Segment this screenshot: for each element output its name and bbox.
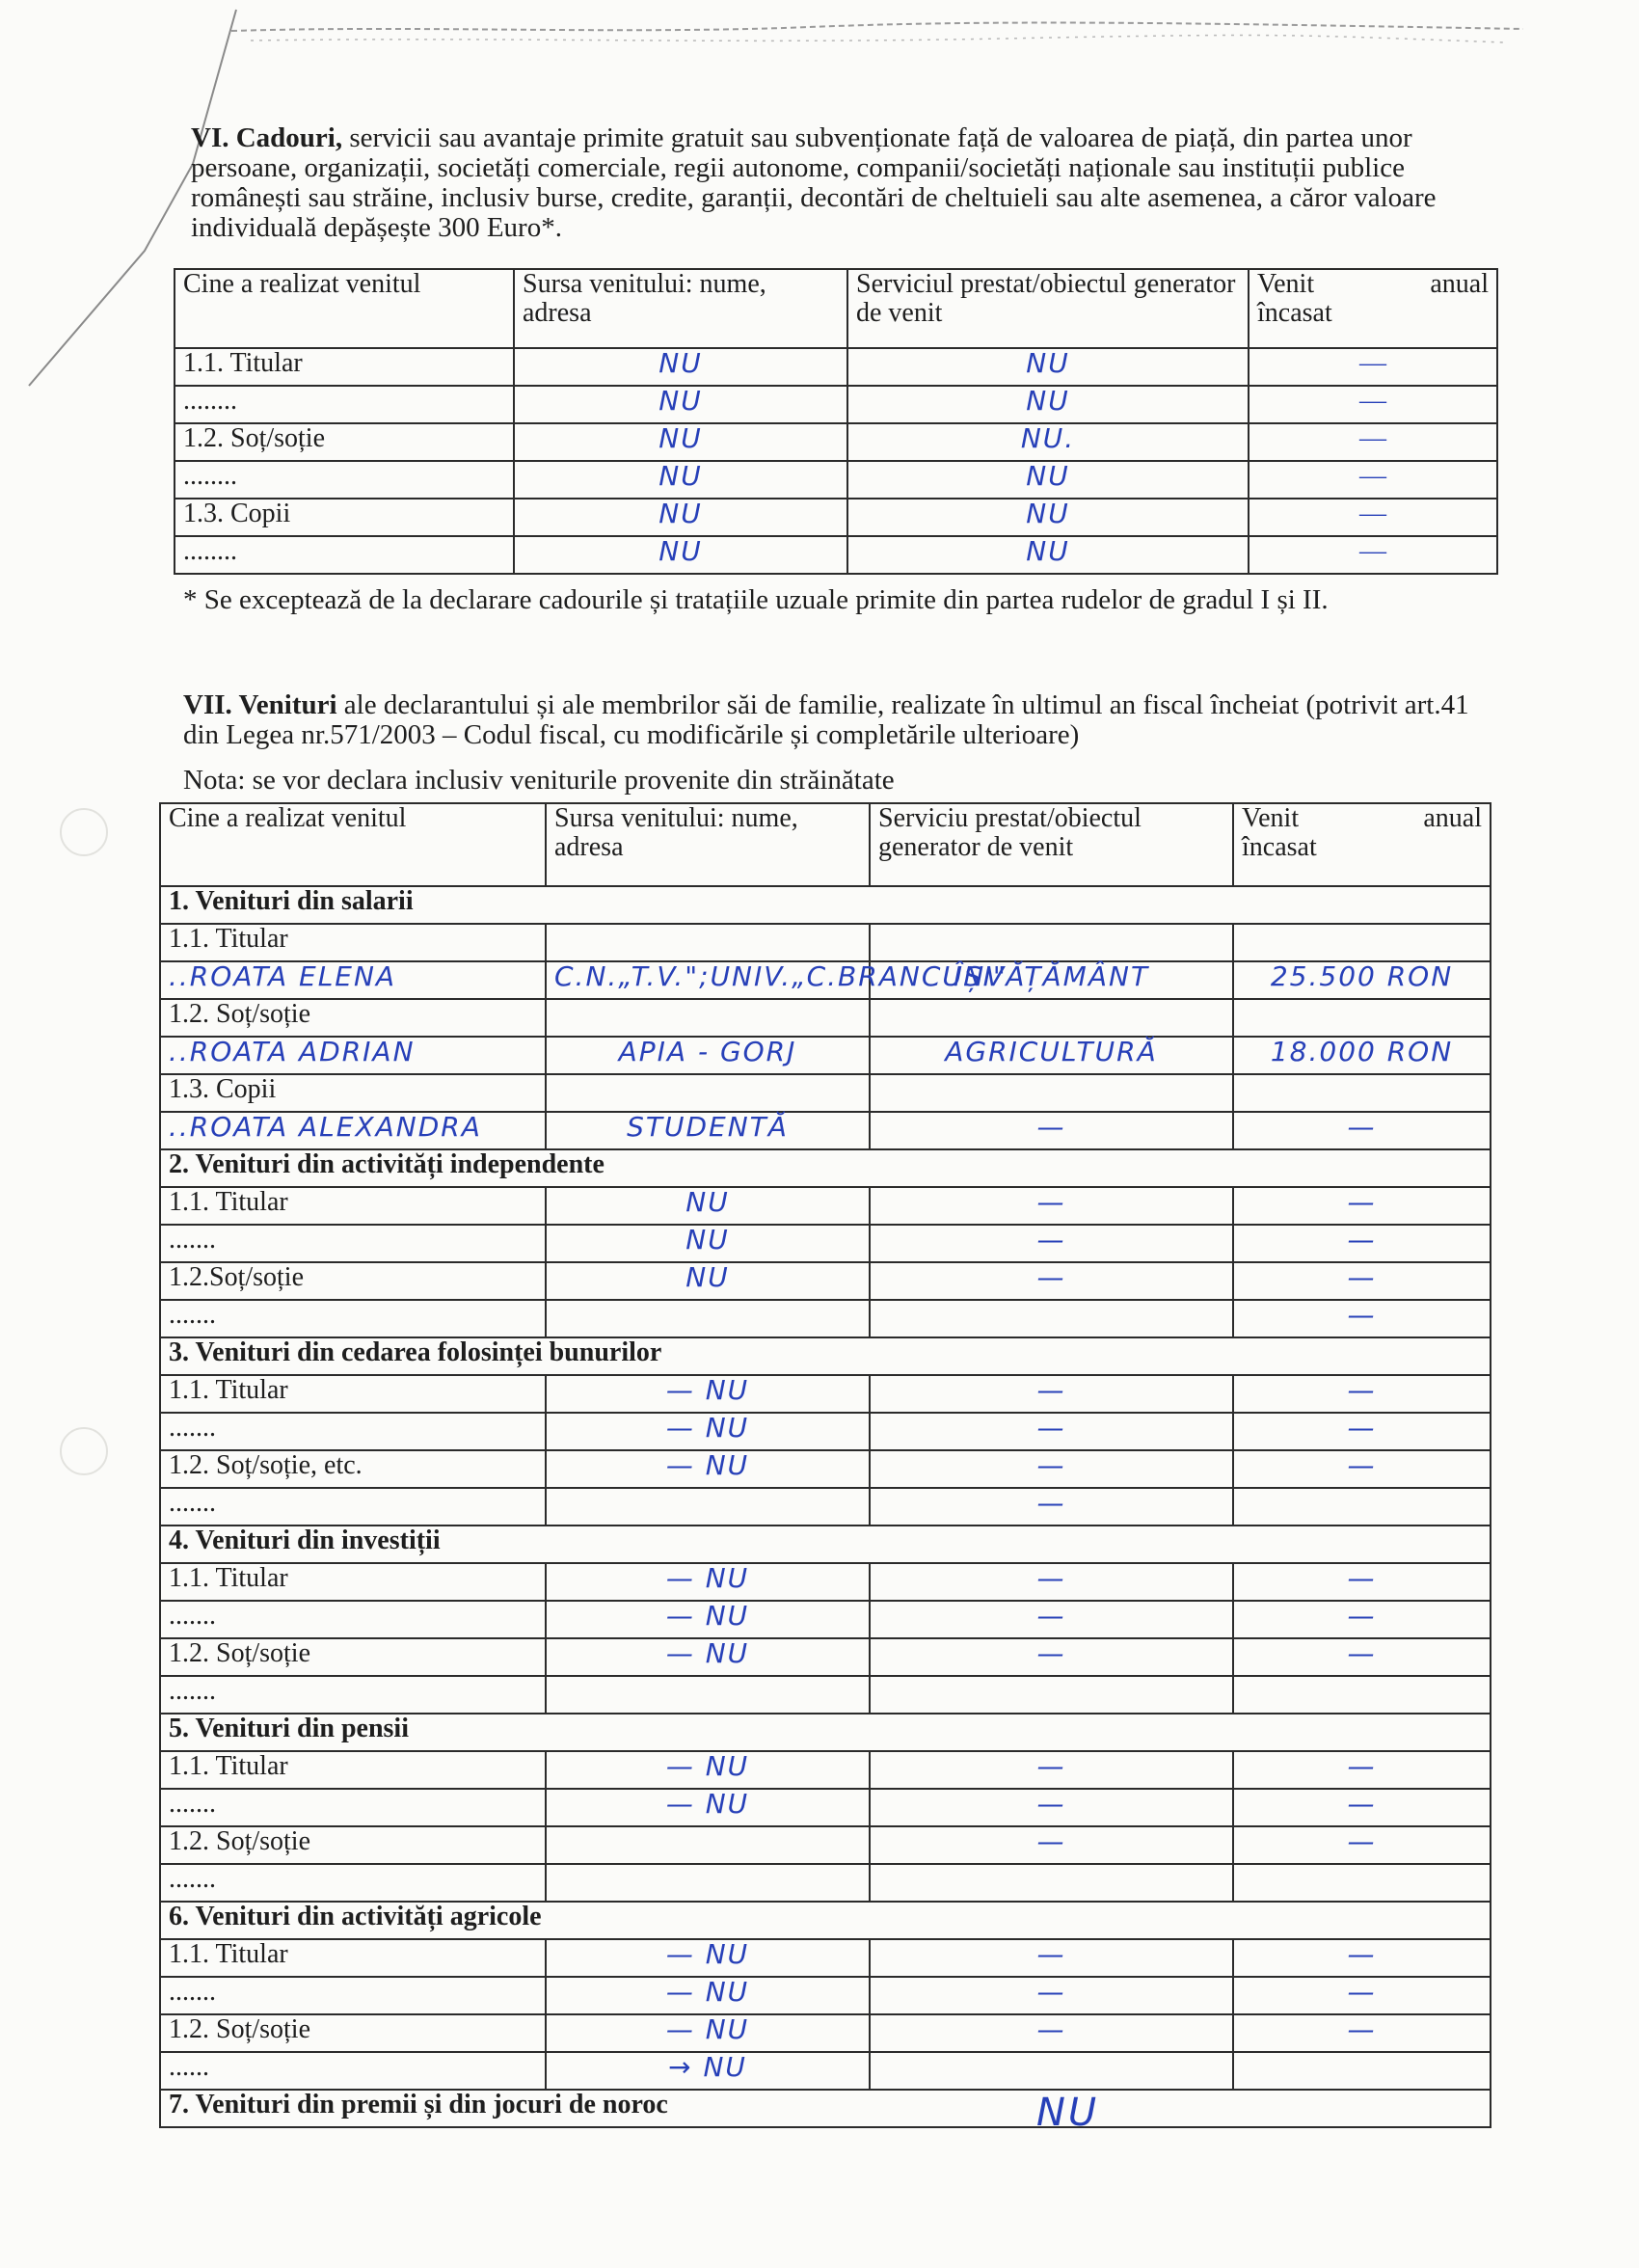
section7-row	[160, 1413, 1491, 1450]
row-source	[546, 1488, 870, 1526]
section7-heading	[183, 690, 1485, 750]
row-label: .......	[160, 1225, 546, 1262]
section7-row	[160, 1563, 1491, 1601]
col-income-word3: încasat	[1257, 298, 1332, 328]
row-source	[546, 999, 870, 1037]
section7-nota: Nota: se vor declara inclusiv veniturile provenite din străinătate	[183, 765, 895, 796]
row-source: NU	[546, 1262, 870, 1300]
row-label: 1.2. Soț/soție	[160, 999, 546, 1037]
row-income: —	[1249, 461, 1497, 499]
section7-row	[160, 1826, 1491, 1864]
row-service	[870, 1074, 1233, 1112]
row-income: —	[1233, 1638, 1491, 1676]
section7-heading-bold: VII. Venituri	[183, 689, 337, 720]
section7-row	[160, 1375, 1491, 1413]
row-label: ........	[175, 386, 514, 423]
row-source: NU	[546, 1225, 870, 1262]
section7-row	[160, 999, 1491, 1037]
section7-group-title-row	[160, 1149, 1491, 1187]
row-service: AGRICULTURĂ	[870, 1037, 1233, 1074]
row-source: NU	[514, 423, 847, 461]
section6-table	[174, 268, 1498, 575]
row-source: → NU	[546, 2052, 870, 2090]
section6-row	[175, 499, 1497, 536]
row-service: —	[870, 1751, 1233, 1789]
row-service: —	[870, 1939, 1233, 1977]
section6-row	[175, 423, 1497, 461]
group-title: 3. Venituri din cedarea folosinței bunurilor	[160, 1337, 1491, 1375]
group-title: 5. Venituri din pensii	[160, 1714, 1491, 1751]
row-service	[870, 924, 1233, 961]
row-service	[870, 1864, 1233, 1902]
row-source	[546, 1676, 870, 1714]
section7-rows	[160, 886, 1491, 2127]
row-label: ........	[175, 536, 514, 574]
group-title: 6. Venituri din activități agricole	[160, 1902, 1491, 1939]
last-row-handwritten-nu: NU	[1036, 2091, 1100, 2135]
col-income-word1: Venit	[1242, 803, 1300, 833]
row-source: — NU	[546, 2014, 870, 2052]
row-source: STUDENTĂ	[546, 1112, 870, 1149]
row-income: —	[1233, 1450, 1491, 1488]
row-income: —	[1249, 536, 1497, 574]
section7-row	[160, 1864, 1491, 1902]
row-label: 1.2. Soț/soție	[160, 1826, 546, 1864]
row-source	[546, 924, 870, 961]
section6-row	[175, 536, 1497, 574]
row-income: —	[1233, 1826, 1491, 1864]
row-service: —	[870, 1112, 1233, 1149]
row-label: ......	[160, 2052, 546, 2090]
row-source: NU	[514, 386, 847, 423]
section6-heading	[191, 123, 1488, 243]
row-service	[870, 1676, 1233, 1714]
section7-row	[160, 961, 1491, 999]
col-income	[1233, 803, 1491, 886]
row-income	[1233, 2052, 1491, 2090]
row-service: NU	[847, 536, 1249, 574]
row-income	[1233, 1488, 1491, 1526]
row-income: —	[1233, 1262, 1491, 1300]
row-service: —	[870, 2014, 1233, 2052]
row-income: —	[1233, 1563, 1491, 1601]
row-service	[870, 1300, 1233, 1337]
row-label: 1.1. Titular	[160, 924, 546, 961]
row-income: —	[1233, 1601, 1491, 1638]
row-income: —	[1249, 386, 1497, 423]
punch-hole	[60, 808, 108, 856]
col-source: Sursa venitului: nume, adresa	[514, 269, 847, 348]
row-label: 1.1. Titular	[175, 348, 514, 386]
row-income: 25.500 RON	[1233, 961, 1491, 999]
section7-group-title-row	[160, 886, 1491, 924]
section6-heading-text: servicii sau avantaje primite gratuit sau subvenționate față de valoarea de piață, din partea unor persoane, organizații, societăți comerciale, regii autonome, companii/societăți naționale sau instituții publice românești sau străine, inclusiv burse, credite, garanții, decontări de cheltuieli sau alte asemenea, a căror valoare individuală depășește 300 Euro*.	[191, 122, 1437, 243]
row-income: —	[1233, 1413, 1491, 1450]
row-service: NU	[847, 499, 1249, 536]
row-income: —	[1233, 1112, 1491, 1149]
section7-row	[160, 924, 1491, 961]
row-label: 1.1. Titular	[160, 1563, 546, 1601]
row-service: —	[870, 1826, 1233, 1864]
row-income: —	[1233, 1977, 1491, 2014]
group-title: 2. Venituri din activități independente	[160, 1149, 1491, 1187]
row-source: — NU	[546, 1601, 870, 1638]
row-label: 1.3. Copii	[175, 499, 514, 536]
group-title: 4. Venituri din investiții	[160, 1526, 1491, 1563]
section7-group-title-row	[160, 1714, 1491, 1751]
section7-row	[160, 2052, 1491, 2090]
row-service: —	[870, 1375, 1233, 1413]
row-source: — NU	[546, 1939, 870, 1977]
row-service: —	[870, 1488, 1233, 1526]
row-income: —	[1233, 1300, 1491, 1337]
section7-header-row	[160, 803, 1491, 886]
row-label: ..ROATA ADRIAN	[160, 1037, 546, 1074]
section7-heading-text: ale declarantului și ale membrilor săi de familie, realizate în ultimul an fiscal încheiat (potrivit art.41 din Legea nr.571/2003 – Codul fiscal, cu modificările și completările ulterioare)	[183, 689, 1469, 750]
row-income: —	[1233, 1789, 1491, 1826]
row-source: — NU	[546, 1375, 870, 1413]
section7-row	[160, 1112, 1491, 1149]
section7-row	[160, 1225, 1491, 1262]
row-label: .......	[160, 1300, 546, 1337]
row-income: —	[1233, 1375, 1491, 1413]
row-source: — NU	[546, 1751, 870, 1789]
row-source	[546, 1826, 870, 1864]
section6-row	[175, 461, 1497, 499]
row-source: — NU	[546, 1638, 870, 1676]
section7-row	[160, 1187, 1491, 1225]
section7-row	[160, 1450, 1491, 1488]
col-who: Cine a realizat venitul	[160, 803, 546, 886]
group-title: 1. Venituri din salarii	[160, 886, 1491, 924]
col-service: Serviciul prestat/obiectul generator de venit	[847, 269, 1249, 348]
row-income: —	[1233, 1225, 1491, 1262]
row-source: NU	[514, 499, 847, 536]
row-service: —	[870, 1450, 1233, 1488]
row-income: —	[1233, 2014, 1491, 2052]
section7-row	[160, 1789, 1491, 1826]
row-source: NU	[514, 461, 847, 499]
section7-table	[159, 802, 1491, 2128]
row-income: —	[1233, 1187, 1491, 1225]
section6-row	[175, 348, 1497, 386]
row-income	[1233, 1676, 1491, 1714]
row-service: ÎNVĂȚĂMÂNT	[870, 961, 1233, 999]
row-income: 18.000 RON	[1233, 1037, 1491, 1074]
section7-row	[160, 2014, 1491, 2052]
row-label: 1.1. Titular	[160, 1751, 546, 1789]
row-source: NU	[514, 348, 847, 386]
section6-footnote: * Se exceptează de la declarare cadourile și tratațiile uzuale primite din partea rudelor de gradul I și II.	[183, 584, 1329, 615]
row-source: NU	[546, 1187, 870, 1225]
section7-row	[160, 1488, 1491, 1526]
section6-heading-bold: VI. Cadouri,	[191, 122, 343, 153]
row-label: 1.2. Soț/soție	[160, 1638, 546, 1676]
row-label: 1.2. Soț/soție	[160, 2014, 546, 2052]
punch-hole	[60, 1427, 108, 1475]
section7-row	[160, 1037, 1491, 1074]
row-income	[1233, 1864, 1491, 1902]
col-income-word2: anual	[1423, 803, 1482, 833]
row-service: —	[870, 1977, 1233, 2014]
row-label: .......	[160, 1864, 546, 1902]
row-income: —	[1233, 1751, 1491, 1789]
row-service: —	[870, 1413, 1233, 1450]
row-label: .......	[160, 1601, 546, 1638]
row-income: —	[1249, 423, 1497, 461]
section7-group-title-row	[160, 1526, 1491, 1563]
row-service: —	[870, 1262, 1233, 1300]
row-income	[1233, 999, 1491, 1037]
row-label: .......	[160, 1789, 546, 1826]
row-service: NU.	[847, 423, 1249, 461]
row-label: 1.2. Soț/soție, etc.	[160, 1450, 546, 1488]
row-label: ........	[175, 461, 514, 499]
row-source: — NU	[546, 1789, 870, 1826]
col-who: Cine a realizat venitul	[175, 269, 514, 348]
row-source	[546, 1864, 870, 1902]
col-income-word2: anual	[1430, 269, 1489, 299]
row-label: .......	[160, 1676, 546, 1714]
row-service: NU	[847, 461, 1249, 499]
row-service: NU	[847, 348, 1249, 386]
section6-rows	[175, 348, 1497, 574]
col-source: Sursa venitului: nume, adresa	[546, 803, 870, 886]
row-service	[870, 999, 1233, 1037]
row-income: —	[1233, 1939, 1491, 1977]
col-service: Serviciu prestat/obiectul generator de venit	[870, 803, 1233, 886]
row-service: —	[870, 1225, 1233, 1262]
row-label: 1.2. Soț/soție	[175, 423, 514, 461]
row-service	[870, 2052, 1233, 2090]
row-label: .......	[160, 1413, 546, 1450]
section7-row	[160, 1300, 1491, 1337]
section6-header-row	[175, 269, 1497, 348]
section7-row	[160, 1751, 1491, 1789]
row-service: NU	[847, 386, 1249, 423]
scan-noise	[231, 19, 1523, 56]
group-title: 7. Venituri din premii și din jocuri de noroc	[160, 2090, 1491, 2127]
section7-row	[160, 1601, 1491, 1638]
row-source	[546, 1074, 870, 1112]
col-income	[1249, 269, 1497, 348]
section7-group-title-row	[160, 1902, 1491, 1939]
section6-row	[175, 386, 1497, 423]
row-source: NU	[514, 536, 847, 574]
row-service: —	[870, 1601, 1233, 1638]
row-source: — NU	[546, 1450, 870, 1488]
row-source: C.N.„T.V.";UNIV.„C.BRANCUȘI"	[546, 961, 870, 999]
row-income	[1233, 1074, 1491, 1112]
row-service: —	[870, 1789, 1233, 1826]
row-service: —	[870, 1638, 1233, 1676]
row-service: —	[870, 1187, 1233, 1225]
row-label: .......	[160, 1977, 546, 2014]
row-income: —	[1249, 499, 1497, 536]
row-label: 1.3. Copii	[160, 1074, 546, 1112]
row-label: .......	[160, 1488, 546, 1526]
row-source: APIA - GORJ	[546, 1037, 870, 1074]
row-source	[546, 1300, 870, 1337]
col-income-word3: încasat	[1242, 832, 1317, 862]
row-label: ..ROATA ALEXANDRA	[160, 1112, 546, 1149]
section7-row	[160, 1638, 1491, 1676]
section7-group-title-row	[160, 2090, 1491, 2127]
row-source: — NU	[546, 1977, 870, 2014]
section7-row	[160, 1074, 1491, 1112]
section7-group-title-row	[160, 1337, 1491, 1375]
row-income	[1233, 924, 1491, 961]
row-service: —	[870, 1563, 1233, 1601]
row-source: — NU	[546, 1563, 870, 1601]
section7-row	[160, 1262, 1491, 1300]
col-income-word1: Venit	[1257, 269, 1315, 299]
section7-row	[160, 1939, 1491, 1977]
section7-row	[160, 1977, 1491, 2014]
row-label: 1.1. Titular	[160, 1187, 546, 1225]
row-income: —	[1249, 348, 1497, 386]
row-label: 1.2.Soț/soție	[160, 1262, 546, 1300]
row-label: ..ROATA ELENA	[160, 961, 546, 999]
row-source: — NU	[546, 1413, 870, 1450]
row-label: 1.1. Titular	[160, 1939, 546, 1977]
row-label: 1.1. Titular	[160, 1375, 546, 1413]
section7-row	[160, 1676, 1491, 1714]
